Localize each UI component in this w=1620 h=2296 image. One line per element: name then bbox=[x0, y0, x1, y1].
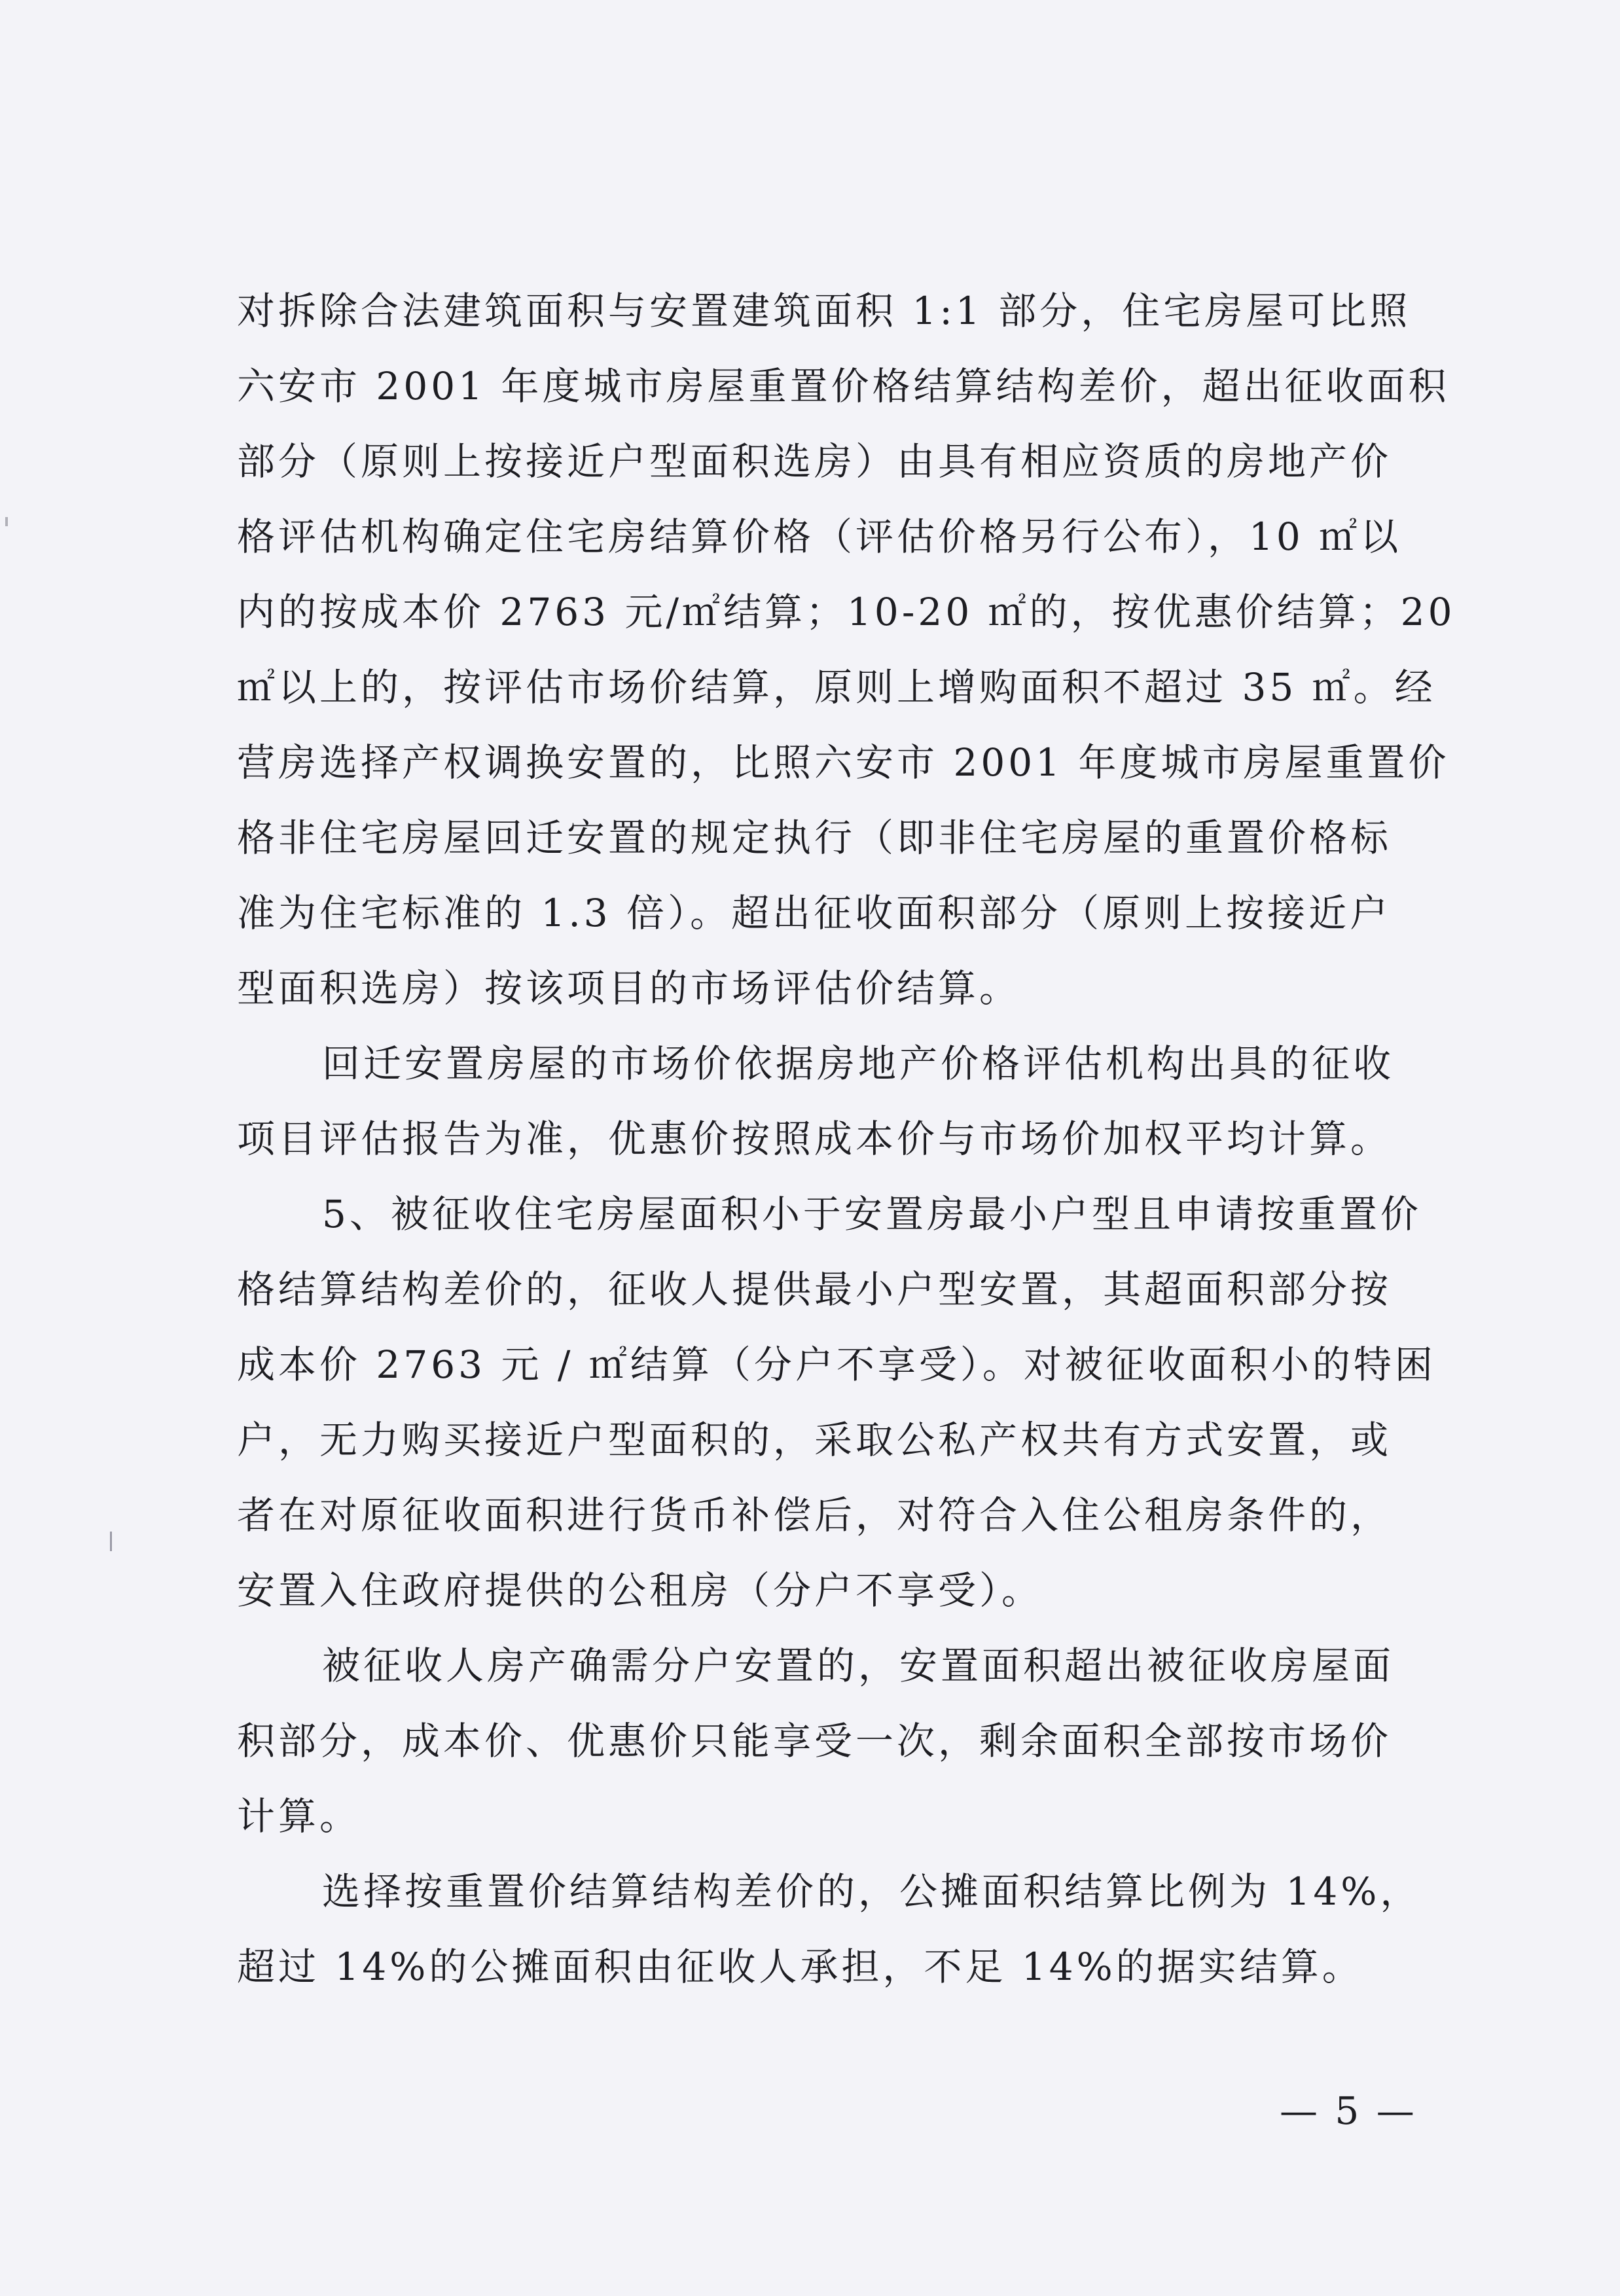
text-line: 格非住宅房屋回迁安置的规定执行（即非住宅房屋的重置价格标 bbox=[237, 816, 1392, 860]
text-line: 格评估机构确定住宅房结算价格（评估价格另行公布），10 ㎡以 bbox=[237, 514, 1402, 559]
text-line: 户，无力购买接近户型面积的，采取公私产权共有方式安置，或 bbox=[237, 1418, 1392, 1462]
text-line: ㎡以上的，按评估市场价结算，原则上增购面积不超过 35 ㎡。经 bbox=[237, 665, 1436, 709]
text-line: 营房选择产权调换安置的，比照六安市 2001 年度城市房屋重置价 bbox=[237, 740, 1450, 785]
paragraph-first-line: 回迁安置房屋的市场价依据房地产价格评估机构出具的征收 bbox=[322, 1041, 1395, 1086]
scan-edge-mark bbox=[5, 517, 8, 526]
text-line: 成本价 2763 元 / ㎡结算（分户不享受）。对被征收面积小的特困 bbox=[237, 1342, 1436, 1387]
text-line: 型面积选房）按该项目的市场评估价结算。 bbox=[237, 966, 1021, 1011]
paragraph-first-line: 选择按重置价结算结构差价的，公摊面积结算比例为 14%， bbox=[322, 1869, 1422, 1914]
text-line: 积部分，成本价、优惠价只能享受一次，剩余面积全部按市场价 bbox=[237, 1719, 1392, 1763]
text-line: 计算。 bbox=[237, 1794, 361, 1839]
paragraph-first-line: 5、被征收住宅房屋面积小于安置房最小户型且申请按重置价 bbox=[322, 1192, 1422, 1236]
paragraph-first-line: 被征收人房产确需分户安置的，安置面积超出被征收房屋面 bbox=[322, 1643, 1395, 1688]
text-line: 准为住宅标准的 1.3 倍）。超出征收面积部分（原则上按接近户 bbox=[237, 891, 1392, 935]
text-line: 内的按成本价 2763 元/㎡结算；10-20 ㎡的，按优惠价结算；20 bbox=[237, 590, 1456, 634]
text-line: 者在对原征收面积进行货币补偿后，对符合入住公租房条件的， bbox=[237, 1493, 1392, 1537]
scan-margin-tick bbox=[110, 1532, 112, 1551]
text-line: 对拆除合法建筑面积与安置建筑面积 1:1 部分，住宅房屋可比照 bbox=[237, 289, 1411, 333]
text-line: 部分（原则上按接近户型面积选房）由具有相应资质的房地产价 bbox=[237, 439, 1392, 484]
text-line: 六安市 2001 年度城市房屋重置价格结算结构差价，超出征收面积 bbox=[237, 364, 1450, 408]
text-line: 项目评估报告为准，优惠价按照成本价与市场价加权平均计算。 bbox=[237, 1117, 1392, 1161]
text-line: 格结算结构差价的，征收人提供最小户型安置，其超面积部分按 bbox=[237, 1267, 1392, 1312]
text-line: 超过 14%的公摊面积由征收人承担，不足 14%的据实结算。 bbox=[237, 1945, 1363, 1989]
text-line: 安置入住政府提供的公租房（分户不享受）。 bbox=[237, 1568, 1043, 1613]
page-number: — 5 — bbox=[1280, 2089, 1417, 2133]
